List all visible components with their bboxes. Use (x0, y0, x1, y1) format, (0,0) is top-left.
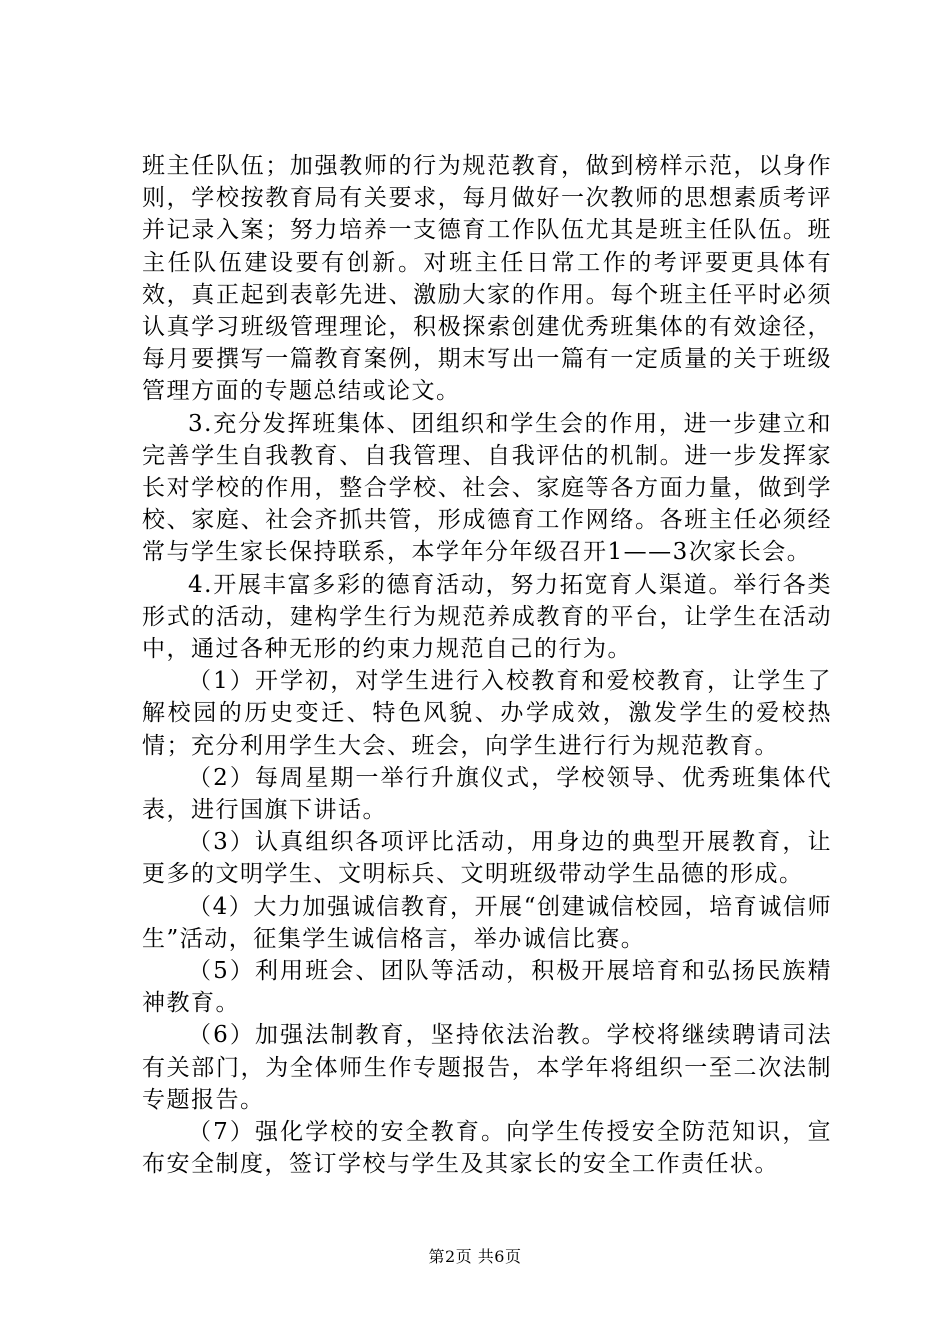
paragraph-subitem-7: （7）强化学校的安全教育。向学生传授安全防范知识，宣布安全制度，签订学校与学生及其家长的安全工作责任状。 (142, 1119, 832, 1178)
paragraph-subitem-5: （5）利用班会、团队等活动，积极开展培育和弘扬民族精神教育。 (142, 958, 832, 1017)
paragraph-subitem-6: （6）加强法制教育，坚持依法治教。学校将继续聘请司法有关部门，为全体师生作专题报告，本学年将组织一至二次法制专题报告。 (142, 1022, 832, 1113)
paragraph-subitem-3: （3）认真组织各项评比活动，用身边的典型开展教育，让更多的文明学生、文明标兵、文明班级带动学生品德的形成。 (142, 829, 832, 888)
paragraph-subitem-4: （4）大力加强诚信教育，开展“创建诚信校园，培育诚信师生”活动，征集学生诚信格言，举办诚信比赛。 (142, 893, 832, 952)
paragraph-item-3: 3.充分发挥班集体、团组织和学生会的作用，进一步建立和完善学生自我教育、自我管理、自我评估的机制。进一步发挥家长对学校的作用，整合学校、社会、家庭等各方面力量，做到学校、家庭、社会齐抓共管，形成德育工作网络。各班主任必须经常与学生家长保持联系，本学年分年级召开1——3次家长会。 (142, 410, 832, 566)
page-number-footer: 第2页 共6页 (428, 1247, 522, 1266)
paragraph-subitem-1: （1）开学初，对学生进行入校教育和爱校教育，让学生了解校园的历史变迁、特色风貌、办学成效，激发学生的爱校热情；充分利用学生大会、班会，向学生进行行为规范教育。 (142, 668, 832, 759)
paragraph-continuation: 班主任队伍；加强教师的行为规范教育，做到榜样示范，以身作则，学校按教育局有关要求，每月做好一次教师的思想素质考评并记录入案；努力培养一支德育工作队伍尤其是班主任队伍。班主任队伍建设要有创新。对班主任日常工作的考评要更具体有效，真正起到表彰先进、激励大家的作用。每个班主任平时必须认真学习班级管理理论，积极探索创建优秀班集体的有效途径，每月要撰写一篇教育案例，期末写出一篇有一定质量的关于班级管理方面的专题总结或论文。 (142, 153, 832, 405)
document-body (142, 150, 832, 1181)
paragraph-item-4: 4.开展丰富多彩的德育活动，努力拓宽育人渠道。举行各类形式的活动，建构学生行为规范养成教育的平台，让学生在活动中，通过各种无形的约束力规范自己的行为。 (142, 571, 832, 663)
paragraph-subitem-2: （2）每周星期一举行升旗仪式，学校领导、优秀班集体代表，进行国旗下讲话。 (142, 764, 832, 824)
